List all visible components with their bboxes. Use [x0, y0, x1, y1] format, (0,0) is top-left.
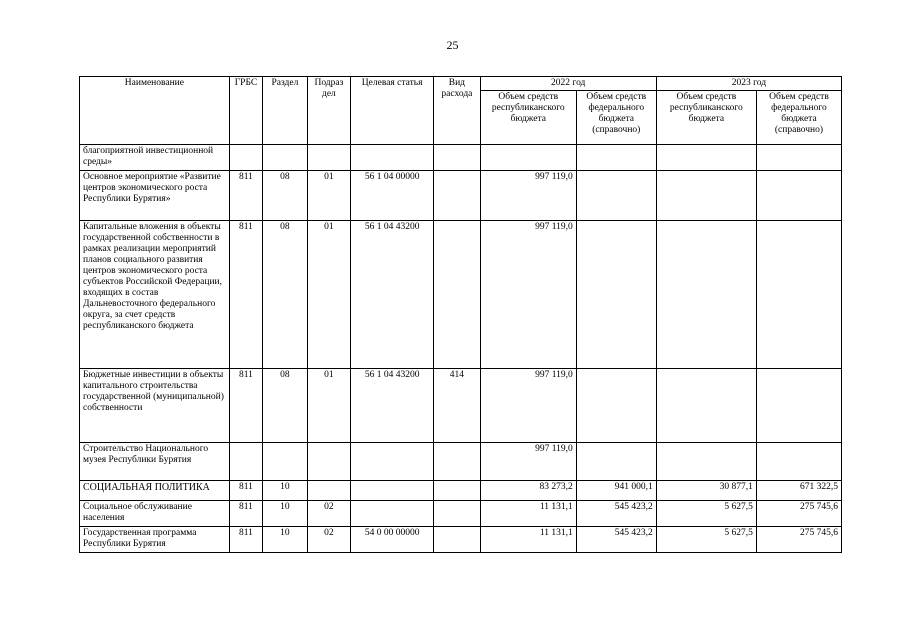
cell-razdel: 10 — [263, 501, 308, 527]
cell-vid: 414 — [434, 369, 481, 443]
cell-razdel: 10 — [263, 527, 308, 553]
cell-name: Бюджетные инвестиции в объекты капитального строительства государственной (муниципальной) собственности — [80, 369, 230, 443]
cell-podrazdel — [307, 443, 351, 481]
cell-name: Строительство Национального музея Республики Бурятия — [80, 443, 230, 481]
header-rep-2022: Объем средств республиканского бюджета — [480, 91, 576, 145]
cell-grbs: 811 — [229, 527, 262, 553]
page-number: 25 — [446, 38, 459, 52]
header-fed-2023: Объем средств федерального бюджета (справочно) — [756, 91, 841, 145]
cell-rep-2022: 83 273,2 — [480, 481, 576, 501]
cell-razdel — [263, 145, 308, 171]
cell-rep-2023: 5 627,5 — [656, 501, 756, 527]
cell-rep-2022: 997 119,0 — [480, 221, 576, 369]
cell-rep-2022: 11 131,1 — [480, 501, 576, 527]
cell-target — [351, 145, 434, 171]
cell-fed-2023: 671 322,5 — [756, 481, 841, 501]
cell-fed-2022: 545 423,2 — [576, 527, 656, 553]
table-row — [80, 171, 842, 221]
cell-podrazdel: 02 — [307, 527, 351, 553]
cell-rep-2022: 11 131,1 — [480, 527, 576, 553]
cell-razdel: 10 — [263, 481, 308, 501]
cell-fed-2022 — [576, 369, 656, 443]
table-row — [80, 481, 842, 501]
header-name: Наименование — [80, 77, 230, 145]
cell-grbs: 811 — [229, 481, 262, 501]
cell-name: СОЦИАЛЬНАЯ ПОЛИТИКА — [80, 481, 230, 501]
cell-target — [351, 481, 434, 501]
cell-fed-2023 — [756, 171, 841, 221]
cell-vid — [434, 171, 481, 221]
cell-rep-2022: 997 119,0 — [480, 369, 576, 443]
cell-fed-2022 — [576, 443, 656, 481]
header-grbs: ГРБС — [229, 77, 262, 145]
cell-rep-2023 — [656, 145, 756, 171]
cell-grbs: 811 — [229, 221, 262, 369]
cell-target — [351, 501, 434, 527]
cell-grbs — [229, 145, 262, 171]
cell-rep-2022: 997 119,0 — [480, 443, 576, 481]
cell-fed-2023: 275 745,6 — [756, 527, 841, 553]
cell-target — [351, 443, 434, 481]
header-podrazdel: Подраз дел — [307, 77, 351, 145]
cell-razdel: 08 — [263, 369, 308, 443]
table-row — [80, 145, 842, 171]
cell-vid — [434, 501, 481, 527]
header-vid: Вид расхода — [434, 77, 481, 145]
cell-podrazdel: 02 — [307, 501, 351, 527]
cell-fed-2022 — [576, 145, 656, 171]
cell-fed-2022 — [576, 171, 656, 221]
cell-fed-2022: 545 423,2 — [576, 501, 656, 527]
header-year-2023: 2023 год — [656, 77, 841, 91]
cell-target: 56 1 04 00000 — [351, 171, 434, 221]
cell-razdel — [263, 443, 308, 481]
cell-podrazdel: 01 — [307, 369, 351, 443]
cell-rep-2023: 30 877,1 — [656, 481, 756, 501]
cell-vid — [434, 443, 481, 481]
cell-podrazdel — [307, 145, 351, 171]
cell-fed-2023 — [756, 145, 841, 171]
cell-razdel: 08 — [263, 171, 308, 221]
cell-grbs — [229, 443, 262, 481]
cell-fed-2023: 275 745,6 — [756, 501, 841, 527]
cell-name: Основное мероприятие «Развитие центров экономического роста Республики Бурятия» — [80, 171, 230, 221]
budget-table — [79, 76, 842, 553]
cell-name: благоприятной инвестиционной среды» — [80, 145, 230, 171]
cell-vid — [434, 145, 481, 171]
cell-rep-2022 — [480, 145, 576, 171]
header-rep-2023: Объем средств республиканского бюджета — [656, 91, 756, 145]
cell-razdel: 08 — [263, 221, 308, 369]
cell-target: 54 0 00 00000 — [351, 527, 434, 553]
cell-vid — [434, 221, 481, 369]
cell-rep-2023 — [656, 221, 756, 369]
cell-podrazdel — [307, 481, 351, 501]
cell-grbs: 811 — [229, 369, 262, 443]
table-row — [80, 221, 842, 369]
table-row — [80, 369, 842, 443]
cell-fed-2022: 941 000,1 — [576, 481, 656, 501]
cell-name: Капитальные вложения в объекты государственной собственности в рамках реализации мероприятий планов социального развития центров экономического роста субъектов Российской Федерации, входящих в состав Дальневосточного федерального округа, за счет средств республиканского бюджета — [80, 221, 230, 369]
cell-vid — [434, 527, 481, 553]
header-year-2022: 2022 год — [480, 77, 656, 91]
cell-name: Социальное обслуживание населения — [80, 501, 230, 527]
table-row — [80, 443, 842, 481]
cell-rep-2022: 997 119,0 — [480, 171, 576, 221]
cell-grbs: 811 — [229, 501, 262, 527]
cell-podrazdel: 01 — [307, 171, 351, 221]
cell-rep-2023 — [656, 443, 756, 481]
cell-rep-2023 — [656, 171, 756, 221]
cell-podrazdel: 01 — [307, 221, 351, 369]
cell-target: 56 1 04 43200 — [351, 369, 434, 443]
cell-target: 56 1 04 43200 — [351, 221, 434, 369]
table-row — [80, 527, 842, 553]
cell-fed-2023 — [756, 443, 841, 481]
header-target: Целевая статья — [351, 77, 434, 145]
cell-rep-2023: 5 627,5 — [656, 527, 756, 553]
header-razdel: Раздел — [263, 77, 308, 145]
cell-fed-2023 — [756, 221, 841, 369]
cell-fed-2023 — [756, 369, 841, 443]
cell-vid — [434, 481, 481, 501]
header-fed-2022: Объем средств федерального бюджета (справочно) — [576, 91, 656, 145]
cell-fed-2022 — [576, 221, 656, 369]
cell-name: Государственная программа Республики Бурятия — [80, 527, 230, 553]
cell-rep-2023 — [656, 369, 756, 443]
cell-grbs: 811 — [229, 171, 262, 221]
table-row — [80, 501, 842, 527]
